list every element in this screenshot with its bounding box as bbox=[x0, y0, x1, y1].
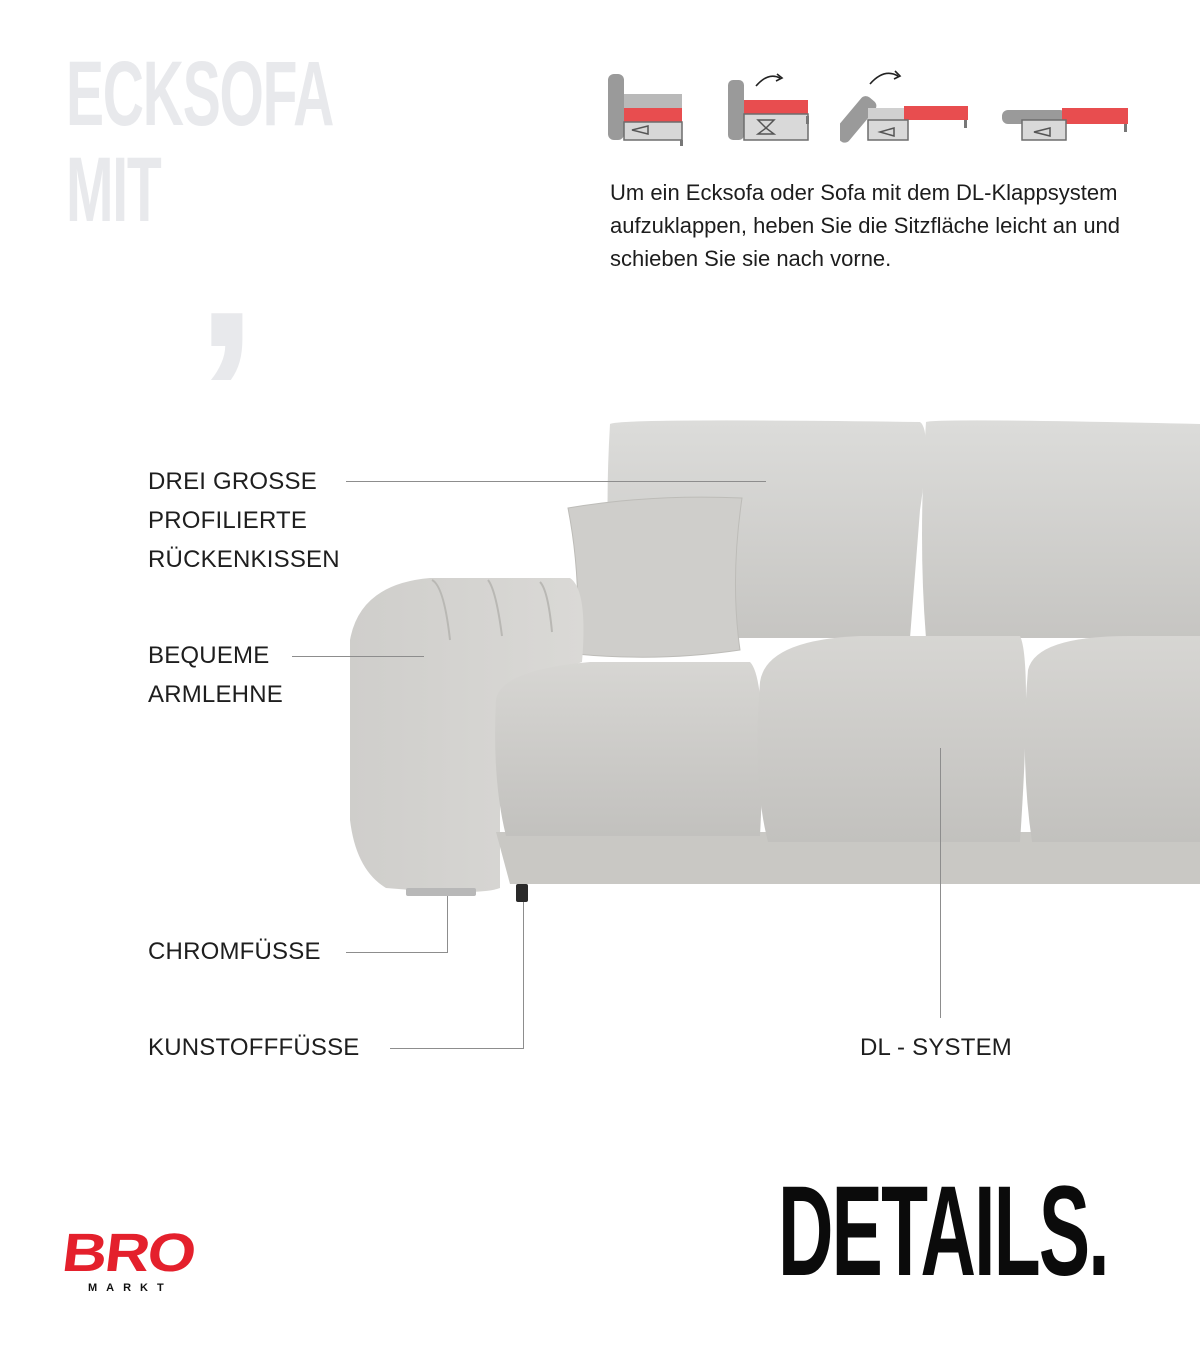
headline-line-2: MIT bbox=[66, 139, 161, 241]
sofa-bed-open-icon bbox=[998, 64, 1138, 154]
leader-line-plastic-h bbox=[390, 1048, 524, 1049]
leader-line-plastic-v bbox=[523, 902, 524, 1049]
logo-subtitle: MARKT bbox=[88, 1282, 173, 1294]
leader-line-cushions bbox=[346, 481, 766, 482]
callout-dl-system: DL - SYSTEM bbox=[860, 1034, 1013, 1061]
callout-cushions-line-2: PROFILIERTE bbox=[148, 507, 308, 534]
unfold-steps bbox=[600, 64, 1145, 154]
callout-cushions bbox=[148, 462, 340, 579]
callout-armrest-line-2: ARMLEHNE bbox=[148, 681, 283, 708]
callout-chrome-feet: CHROMFÜSSE bbox=[148, 938, 321, 965]
callout-cushions-line-3: RÜCKENKISSEN bbox=[148, 546, 340, 573]
headline-line-1: ECKSOFA bbox=[66, 43, 334, 145]
logo-mark: BRO bbox=[59, 1223, 198, 1283]
leader-line-chrome-h bbox=[346, 952, 448, 953]
details-title: DETAILS. bbox=[778, 1160, 1108, 1303]
callout-armrest-line-1: BEQUEME bbox=[148, 642, 270, 669]
callout-cushions-line-1: DREI GROSSE bbox=[148, 468, 317, 495]
leader-line-armrest bbox=[292, 656, 424, 657]
leader-line-chrome-v bbox=[447, 896, 448, 953]
bro-markt-logo bbox=[59, 1223, 216, 1306]
unfold-instructions: Um ein Ecksofa oder Sofa mit dem DL-Klappsystem aufzuklappen, heben Sie die Sitzfläche leicht an und schieben Sie sie nach vorne. bbox=[610, 180, 1121, 271]
sofa-illustration bbox=[320, 400, 1200, 920]
callout-armrest bbox=[148, 636, 283, 714]
sofa-tilt-icon bbox=[840, 64, 980, 154]
callout-plastic-feet: KUNSTOFFFÜSSE bbox=[148, 1034, 360, 1061]
leader-line-dl-system bbox=[940, 748, 941, 1018]
headline-comma: , bbox=[196, 147, 258, 393]
sofa-closed-icon bbox=[600, 64, 740, 154]
